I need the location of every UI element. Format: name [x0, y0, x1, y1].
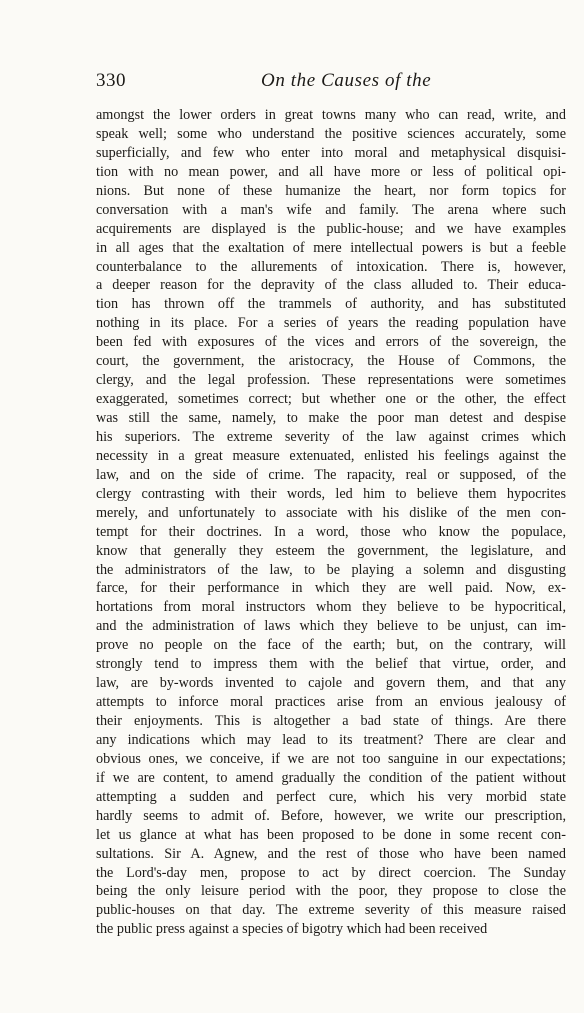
text-line: let us glance at what has been proposed to be done in some recent con- — [96, 826, 566, 843]
text-line: counterbalance to the allurements of intoxication. There is, however, — [96, 258, 566, 275]
text-line: tempt for their doctrines. In a word, those who know the populace, — [96, 523, 566, 540]
text-line: public-houses on that day. The extreme severity of this measure raised — [96, 902, 566, 919]
text-line: been fed with exposures of the vices and errors of the sovereign, the — [96, 334, 566, 351]
text-line: hortations from moral instructors whom they believe to be hypocritical, — [96, 599, 566, 616]
text-line: the Lord's-day men, propose to act by direct coercion. The Sunday — [96, 864, 566, 881]
text-line: law, and on the side of crime. The rapacity, real or supposed, of the — [96, 466, 566, 483]
text-line: in all ages that the exaltation of mere intellectual powers is but a feeble — [96, 239, 566, 256]
text-line: superficially, and few who enter into moral and metaphysical disquisi- — [96, 144, 566, 161]
page-number: 330 — [96, 70, 126, 91]
text-line: the administrators of the law, to be playing a solemn and disgusting — [96, 561, 566, 578]
text-line: tion with no mean power, and all have more or less of political opi- — [96, 163, 566, 180]
running-head: On the Causes of the — [261, 70, 432, 91]
text-line: strongly tend to impress them with the belief that virtue, order, and — [96, 656, 566, 673]
text-line: law, are by-words invented to cajole and govern them, and that any — [96, 675, 566, 692]
text-line: attempting a sudden and perfect cure, which his very morbid state — [96, 788, 566, 805]
text-line: hardly seems to admit of. Before, however, we write our prescription, — [96, 807, 566, 824]
text-line: conversation with a man's wife and family. The arena where such — [96, 201, 566, 218]
page-header — [96, 70, 566, 98]
text-line: acquirements are displayed is the public-house; and we have examples — [96, 220, 566, 237]
text-line: a deeper reason for the depravity of the class alluded to. Their educa- — [96, 277, 566, 294]
text-line: the public press against a species of bigotry which had been received — [96, 921, 488, 938]
text-line: merely, and unfortunately to associate with his dislike of the men con- — [96, 504, 566, 521]
text-line: farce, for their performance in which they are well paid. Now, ex- — [96, 580, 566, 597]
text-line: any indications which may lead to its treatment? There are clear and — [96, 731, 566, 748]
text-line: obvious ones, we conceive, if we are not too sanguine in our expectations; — [96, 750, 566, 767]
text-line: attempts to inforce moral practices arise from an envious jealousy of — [96, 694, 566, 711]
text-line: speak well; some who understand the positive sciences accurately, some — [96, 125, 566, 142]
text-line: necessity in a great measure extenuated, enlisted his feelings against the — [96, 447, 566, 464]
text-line: was still the same, namely, to make the poor man detest and despise — [96, 410, 566, 426]
text-line: if we are content, to amend gradually the condition of the patient without — [96, 769, 566, 786]
text-line: being the only leisure period with the poor, they propose to close the — [96, 883, 566, 900]
text-line: sultations. Sir A. Agnew, and the rest of those who have been named — [96, 845, 566, 862]
text-line: nothing in its place. For a series of years the reading population have — [96, 315, 566, 332]
text-line: and the administration of laws which they believe to be unjust, can im- — [96, 618, 566, 635]
text-line: his superiors. The extreme severity of the law against crimes which — [96, 428, 566, 445]
text-line: prove no people on the face of the earth; but, on the contrary, will — [96, 637, 566, 654]
text-line: exaggerated, sometimes correct; but whether one or the other, the effect — [96, 391, 566, 408]
text-line: amongst the lower orders in great towns many who can read, write, and — [96, 107, 566, 123]
text-line: tion has thrown off the trammels of authority, and has substituted — [96, 296, 566, 313]
text-line: know that generally they esteem the government, the legislature, and — [96, 542, 566, 559]
text-line: their enjoyments. This is altogether a bad state of things. Are there — [96, 713, 566, 729]
text-line: court, the government, the aristocracy, the House of Commons, the — [96, 353, 566, 370]
body-text — [96, 106, 566, 939]
text-line: nions. But none of these humanize the heart, nor form topics for — [96, 182, 566, 199]
text-line: clergy contrasting with their words, led him to believe them hypocrites — [96, 485, 566, 502]
text-line: clergy, and the legal profession. These representations were sometimes — [96, 372, 566, 389]
